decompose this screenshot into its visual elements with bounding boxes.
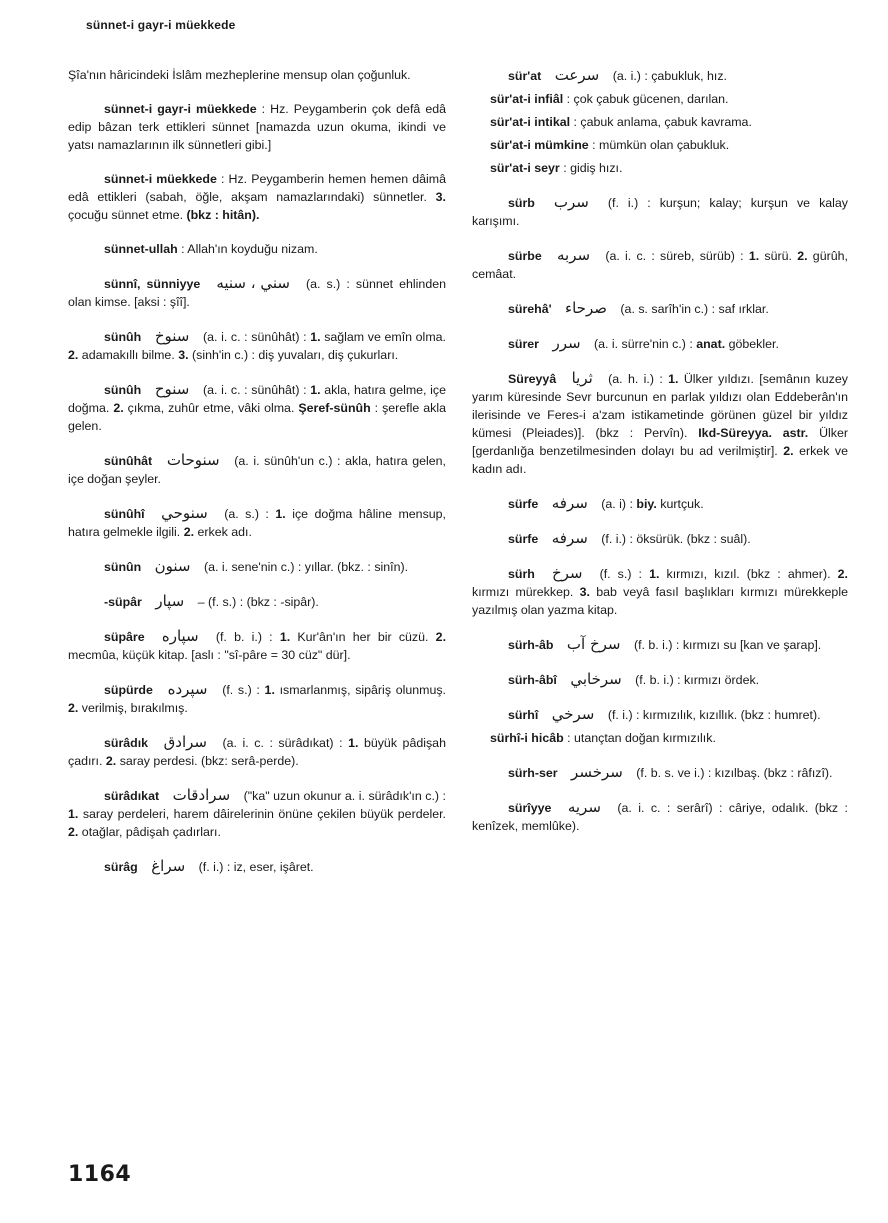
dictionary-entry [472, 705, 848, 724]
sense-number: 1. [748, 249, 760, 263]
entry-definition: Ülker [gerdanlığa benzetilmesinden dolayı bu ad verilmiştir]. [472, 426, 849, 458]
entry-definition: (f. b. i.) : kırmızı ördek. [635, 673, 760, 687]
entry-definition: (f. s.) : [599, 567, 642, 581]
left-column [68, 66, 446, 892]
entry-definition: (a. s.) : [224, 507, 269, 521]
entry-definition: bab veyâ fasıl başlıkları kırmızı mürekkeple yazılmış olan yazma kitap. [472, 585, 848, 617]
dictionary-entry [472, 369, 848, 478]
entry-headword: sürhî-i hicâb [490, 731, 564, 745]
entry-definition: (a. i. c. : sünûhât) : [202, 383, 307, 397]
sense-number: 1. [310, 383, 321, 397]
sense-number: 2. [68, 825, 79, 839]
entry-definition: (f. i.) : kırmızılık, kızıllık. (bkz : humret). [607, 708, 821, 722]
entry-definition: mecmûa, küçük kitap. [aslı : "sî-pâre = 30 cüz" dür]. [68, 648, 351, 662]
entry-headword: sürîyye [508, 801, 552, 815]
dictionary-entry [68, 627, 446, 664]
arabic-script: سرادقات [172, 786, 231, 804]
arabic-script: سنون [154, 557, 191, 575]
entry-definition: kurtçuk. [660, 497, 704, 511]
arabic-script: سربه [557, 246, 591, 264]
dictionary-entry [68, 170, 446, 224]
entry-headword: süpürde [104, 683, 153, 697]
dictionary-entry [68, 380, 446, 435]
entry-definition: – (f. s.) : (bkz : -sipâr). [197, 595, 319, 609]
sense-number: 1. [649, 567, 660, 581]
arabic-script: سپرده [167, 680, 208, 698]
arabic-script: سرب [553, 193, 589, 211]
dictionary-entry [68, 451, 446, 488]
entry-definition: : Hz. Peygamberin hemen hemen dâimâ edâ ettikleri (sabah, öğle, akşam namazlarındaki) sünnetler. [68, 172, 446, 204]
dictionary-entry [68, 592, 446, 611]
entry-headword: Süreyyâ [508, 372, 557, 386]
sense-number: 1. [279, 630, 291, 644]
entry-definition: : Hz. Peygamberin çok defâ edâ edip bâzan terk ettikleri sünnet [namazda uzun okuma, ikindi ve yatsı namazlarının ilk sünnetleri gibi.] [68, 102, 446, 152]
entry-definition: sağlam ve emîn olma. [324, 330, 446, 344]
dictionary-entry [472, 494, 848, 513]
arabic-script: سنوحي [161, 504, 208, 522]
dictionary-entry [472, 564, 848, 619]
dictionary-entry [68, 100, 446, 154]
dictionary-entry [472, 529, 848, 548]
dictionary-entry [68, 733, 446, 770]
entry-definition: (a. h. i.) : [608, 372, 663, 386]
entry-definition: çocuğu sünnet etme. [68, 208, 184, 222]
arabic-script: سرفه [551, 494, 588, 512]
entry-headword: sünûhât [104, 454, 153, 468]
dictionary-entry [68, 557, 446, 576]
entry-definition: (a. i. sünûh'un c.) : akla, hatıra gelen, içe doğan şeyler. [68, 454, 446, 486]
entry-definition: (f. i.) : öksürük. (bkz : suâl). [601, 532, 751, 546]
entry-definition: : gidiş hızı. [563, 161, 623, 175]
entry-definition: (a. i. c. : serârî) : câriye, odalık. (bkz : kenîzek, memlûke). [472, 801, 849, 833]
entry-headword: sürhî [508, 708, 539, 722]
arabic-script: سني ، سنيه [216, 274, 290, 292]
arabic-script: سپار [155, 592, 185, 610]
sense-number: 1. [310, 330, 321, 344]
entry-definition: otağlar, pâdişah çadırları. [81, 825, 221, 839]
field-tag: astr. [782, 426, 809, 440]
sense-number: 3. [435, 190, 446, 204]
sense-number: 1. [348, 736, 359, 750]
dictionary-entry [68, 327, 446, 364]
entry-definition: Şîa'nın hâricindeki İslâm mezheplerine mensup olan çoğunluk. [68, 68, 411, 82]
entry-definition: (a. i. sürre'nin c.) : [594, 337, 693, 351]
page-header-title: sünnet-i gayr-i müekkede [86, 18, 236, 32]
entry-headword: sürâdık [104, 736, 149, 750]
dictionary-entry [472, 670, 848, 689]
arabic-script: سنوحات [166, 451, 220, 469]
entry-headword: sünnet-i gayr-i müekkede [104, 102, 257, 116]
dictionary-entry [472, 193, 848, 230]
entry-definition: (sinh'in c.) : diş yuvaları, diş çukurları. [192, 348, 399, 362]
entry-definition: (a. i. c. : süreb, sürüb) : [605, 249, 744, 263]
entry-headword: sünûh [104, 330, 142, 344]
entry-definition: (a. s.) : sünnet ehlinden olan kimse. [aksi : şîî]. [68, 277, 446, 309]
right-column [472, 66, 848, 851]
arabic-script: سرفه [551, 529, 588, 547]
sense-number: 1. [668, 372, 679, 386]
entry-headword: sünnet-ullah [104, 242, 178, 256]
entry-definition: erkek adı. [197, 525, 252, 539]
entry-definition: çıkma, zuhûr etme, vâki olma. [127, 401, 295, 415]
dictionary-entry [68, 66, 446, 84]
entry-definition: akla, hatıra gelme, içe doğma. [68, 383, 446, 415]
entry-definition: (f. b. i.) : kırmızı su [kan ve şarap]. [633, 638, 822, 652]
arabic-script: سريه [567, 798, 601, 816]
sense-number: 2. [435, 630, 447, 644]
entry-definition: : Allah'ın koyduğu nizam. [181, 242, 318, 256]
field-tag: anat. [696, 337, 726, 351]
entry-headword: -süpâr [104, 595, 142, 609]
sense-number: 2. [183, 525, 195, 539]
cross-reference: (bkz : hitân). [186, 208, 260, 222]
entry-definition: ("ka" uzun okunur a. i. sürâdık'ın c.) : [243, 789, 446, 803]
entry-headword: sürh-âb [508, 638, 554, 652]
sub-headword: Ikd-Süreyya. [698, 426, 772, 440]
entry-headword: sür'at-i intikal [490, 115, 571, 129]
dictionary-entry [68, 274, 446, 311]
entry-definition: saray perdesi. (bkz: serâ-perde). [119, 754, 299, 768]
entry-definition: : çok çabuk gücenen, darılan. [566, 92, 729, 106]
dictionary-entry [472, 159, 848, 177]
entry-definition: göbekler. [728, 337, 779, 351]
sense-number: 2. [837, 567, 848, 581]
dictionary-entry [68, 857, 446, 876]
entry-definition: (f. i.) : kurşun; kalay; kurşun ve kalay karışımı. [472, 196, 849, 228]
entry-headword: sürfe [508, 532, 539, 546]
dictionary-entry [472, 798, 848, 835]
entry-definition: Ülker yıldızı. [semânın kuzey yarım küresinde Sevr burcunun en parlak yıldızı olan Eddeberân'ın ilerisinde ve Feres-i a'zam istikametinde görünen güzel bir yıldız kümesi (Pleiades)]. (bkz : Pervîn). [472, 372, 848, 440]
arabic-script: سراغ [151, 857, 186, 875]
entry-headword: sünnet-i müekkede [104, 172, 217, 186]
sub-headword: Şeref-sünûh [298, 401, 371, 415]
entry-definition: (a. s. sarîh'in c.) : saf ırklar. [620, 302, 769, 316]
sense-number: 1. [275, 507, 286, 521]
entry-headword: sünûh [104, 383, 142, 397]
entry-definition: (f. b. s. ve i.) : kızılbaş. (bkz : râfızî). [636, 766, 833, 780]
sense-number: 3. [178, 348, 189, 362]
entry-definition: : çabuk anlama, çabuk kavrama. [573, 115, 752, 129]
sense-number: 2. [68, 348, 79, 362]
entry-definition: saray perdeleri, harem dâirelerinin önüne çekilen büyük perdeler. [82, 807, 446, 821]
entry-definition: sürü. [764, 249, 792, 263]
dictionary-entry [472, 763, 848, 782]
dictionary-entry [68, 504, 446, 541]
arabic-script: سرعت [554, 66, 600, 84]
sense-number: 2. [105, 754, 117, 768]
dictionary-entry [472, 299, 848, 318]
sense-number: 2. [783, 444, 794, 458]
entry-definition: : utançtan doğan kırmızılık. [567, 731, 716, 745]
arabic-script: صرحاء [565, 299, 607, 317]
entry-definition: (a. i. c. : sünûhât) : [202, 330, 307, 344]
entry-definition: ısmarlanmış, sipâriş olunmuş. [279, 683, 446, 697]
dictionary-entry [472, 334, 848, 353]
sense-number: 2. [797, 249, 808, 263]
entry-headword: sürh [508, 567, 535, 581]
dictionary-entry [472, 136, 848, 154]
entry-headword: sürer [508, 337, 539, 351]
dictionary-entry [472, 246, 848, 283]
arabic-script: سنوح [154, 380, 190, 398]
entry-headword: sürh-ser [508, 766, 558, 780]
arabic-script: سرخي [551, 705, 595, 723]
entry-headword: süpâre [104, 630, 145, 644]
sense-number: 3. [579, 585, 590, 599]
entry-headword: sürâdıkat [104, 789, 160, 803]
entry-definition: kırmızı mürekkep. [472, 585, 574, 599]
arabic-script: سپاره [161, 627, 199, 645]
arabic-script: سرخابي [570, 670, 622, 688]
arabic-script: سرخ آب [566, 635, 621, 653]
entry-headword: sür'at-i mümkine [490, 138, 589, 152]
entry-headword: sünûhî [104, 507, 145, 521]
dictionary-entry [472, 729, 848, 747]
arabic-script: سرادق [163, 733, 207, 751]
entry-definition: adamakıllı bilme. [81, 348, 175, 362]
arabic-script: سرخسر [571, 763, 623, 781]
dictionary-entry [472, 66, 848, 85]
dictionary-entry [472, 113, 848, 131]
entry-headword: sürbe [508, 249, 542, 263]
entry-definition: (f. s.) : [222, 683, 260, 697]
entry-headword: sür'at-i infiâl [490, 92, 564, 106]
dictionary-entry [472, 90, 848, 108]
entry-headword: sürb [508, 196, 535, 210]
entry-headword: sürehâ' [508, 302, 552, 316]
entry-headword: sünnî, sünniyye [104, 277, 201, 291]
dictionary-entry [68, 786, 446, 841]
sense-number: 2. [113, 401, 124, 415]
entry-definition: : mümkün olan çabukluk. [592, 138, 730, 152]
entry-definition: verilmiş, bırakılmış. [81, 701, 188, 715]
page-number: 1164 [68, 1162, 132, 1187]
entry-definition: (a. i.) : çabukluk, hız. [612, 69, 727, 83]
entry-headword: sür'at-i seyr [490, 161, 560, 175]
arabic-script: سنوخ [154, 327, 190, 345]
dictionary-entry [68, 240, 446, 258]
entry-definition: Kur'ân'ın her bir cüzü. [297, 630, 429, 644]
sense-number: 2. [68, 701, 79, 715]
dictionary-entry [68, 680, 446, 717]
entry-definition: gürûh, cemâat. [472, 249, 848, 281]
entry-definition: içe doğma hâline mensup, hatıra gelmekle ilgili. [68, 507, 446, 539]
entry-headword: sürh-âbî [508, 673, 557, 687]
entry-definition: erkek ve kadın adı. [472, 444, 848, 476]
entry-headword: sür'at [508, 69, 542, 83]
entry-definition: kırmızı, kızıl. (bkz : ahmer). [666, 567, 831, 581]
dictionary-entry [472, 635, 848, 654]
arabic-script: ثريا [571, 369, 593, 387]
entry-definition: (a. i. c. : sürâdıkat) : [222, 736, 343, 750]
entry-definition: (a. i) : [601, 497, 633, 511]
arabic-script: سرخ [551, 564, 583, 582]
entry-definition: büyük pâdişah çadırı. [68, 736, 446, 768]
entry-definition: (a. i. sene'nin c.) : yıllar. (bkz. : sinîn). [203, 560, 409, 574]
entry-definition: : şerefle akla gelen. [68, 401, 446, 433]
entry-definition: (f. i.) : iz, eser, işâret. [198, 860, 314, 874]
entry-definition: (f. b. i.) : [215, 630, 273, 644]
entry-headword: sürfe [508, 497, 539, 511]
entry-headword: sünûn [104, 560, 142, 574]
field-tag: biy. [636, 497, 657, 511]
sense-number: 1. [68, 807, 79, 821]
arabic-script: سرر [552, 334, 581, 352]
entry-headword: sürâg [104, 860, 138, 874]
sense-number: 1. [264, 683, 275, 697]
